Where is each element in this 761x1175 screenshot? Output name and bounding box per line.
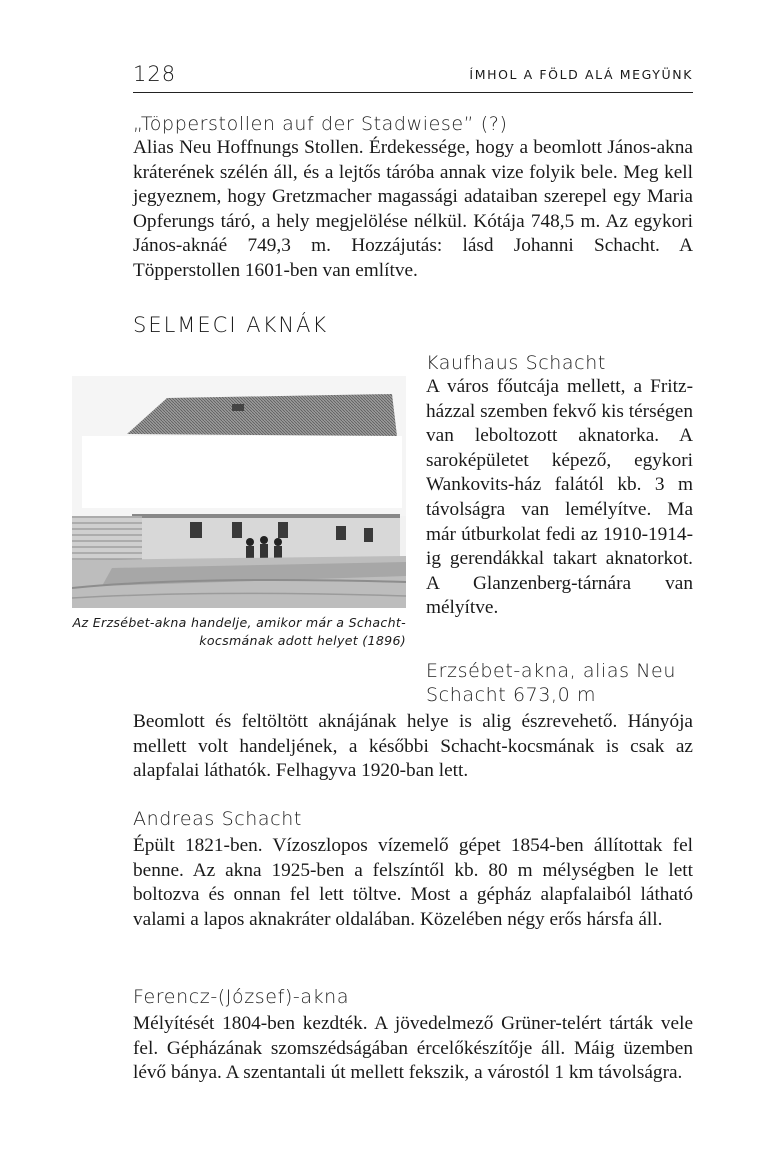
page-number: 128 (133, 62, 177, 86)
photo-caption: Az Erzsébet-akna handelje, amikor már a Schacht-kocsmának adott helyet (1896) (72, 615, 406, 648)
entry-text-topperstollen: Alias Neu Hoffnungs Stollen. Érdekessége, hogy a beomlott János-akna kráterének szélén áll, és a lejtős táróba annak vize folyik bele. Meg kell jegyeznem, hogy Gretzmacher magassági adataiban szerepel egy Maria Opferungs táró, a hely megjelölése nélkül. Kótája 748,5 m. Az egykori János-aknáé 749,3 m. Hozzájutás: lásd Johanni Schacht. A Töpperstollen 1601-ben van említve. (133, 137, 693, 281)
page-header (133, 62, 693, 93)
running-title: ÍMHOL A FÖLD ALÁ MEGYÜNK (469, 67, 693, 82)
entry-text-andreas: Épült 1821-ben. Vízoszlopos vízemelő gépet 1854-ben állítottak fel benne. Az akna 1925-ben a felszíntől kb. 80 m mélységben le lett boltozva és onnan fel lett töltve. Most a gépház alapfalaiból látható valami a lapos aknakráter oldalában. Közelében négy erős hársfa áll. (133, 835, 693, 930)
entry-heading-ferencz: Ferencz-(József)-akna (133, 986, 350, 1008)
entry-heading-erzsebet-line2: Schacht 673,0 m (426, 684, 597, 706)
historic-photo (72, 376, 406, 608)
photo-illustration (72, 376, 406, 608)
entry-text-kaufhaus: A város főutcája mellett, a Fritz-házzal szemben fekvő kis térségen van leboltozott aknatorka. A saroképületet képező, egykori Wankovits-ház falától kb. 3 m távolságra van lemélyítve. Ma már útburkolat fedi az 1910-1914-ig gerendákkal takart aknatorkot. A Glanzenberg-tárnára van mélyítve. (426, 376, 693, 619)
section-title: SELMECI AKNÁK (133, 313, 329, 337)
entry-heading-erzsebet-line1: Erzsébet-akna, alias Neu (426, 660, 676, 682)
entry-text-ferencz: Mélyítését 1804-ben kezdték. A jövedelmező Grüner-telért tárták vele fel. Gépházának szomszédságában ércelőkészítője áll. Máig üzemben lévő bánya. A szentantali út mellett fekszik, a várostól 1 km távolságra. (133, 1013, 693, 1084)
entry-heading-topperstollen: „Töpperstollen auf der Stadwiese” (?) (133, 113, 508, 135)
entry-heading-kaufhaus: Kaufhaus Schacht (426, 352, 606, 374)
entry-heading-andreas: Andreas Schacht (133, 808, 302, 830)
entry-text-erzsebet: Beomlott és feltöltött aknájának helye is alig észrevehető. Hányója mellett volt handeljének, a későbbi Schacht-kocsmának is csak az alapfalai láthatók. Felhagyva 1920-ban lett. (133, 711, 693, 782)
